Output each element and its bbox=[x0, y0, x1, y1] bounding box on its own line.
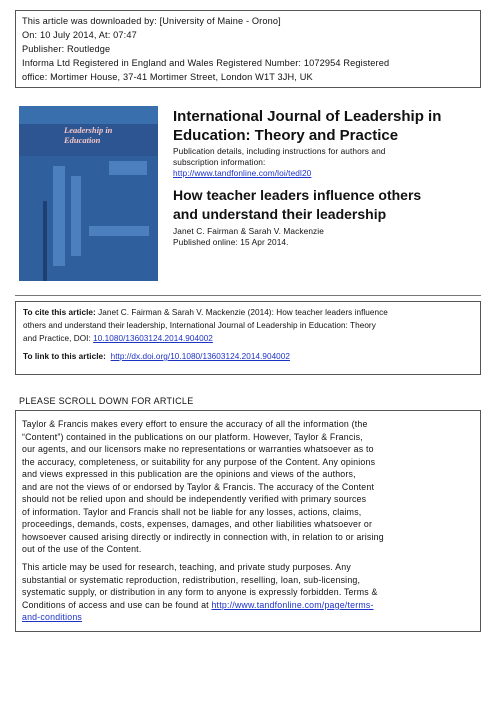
disclaimer-line: out of the use of the Content. bbox=[22, 544, 142, 554]
download-line-2: On: 10 July 2014, At: 07:47 bbox=[22, 30, 137, 40]
article-doi-url-link[interactable]: http://dx.doi.org/10.1080/13603124.2014.904002 bbox=[110, 352, 290, 361]
disclaimer-line: “Content”) contained in the publications on our platform. However, Taylor & Francis, bbox=[22, 431, 363, 442]
disclaimer-line: and views expressed in this publication are the opinions and views of the authors, bbox=[22, 469, 356, 479]
link-line: To link to this article: http://dx.doi.org/10.1080/13603124.2014.904002 bbox=[23, 352, 290, 361]
article-title: How teacher leaders influence others and understand their leadership bbox=[173, 187, 422, 222]
terms-line: substantial or systematic reproduction, redistribution, reselling, loan, sub-licensing, bbox=[22, 574, 361, 585]
publication-details: Publication details, including instructions for authors and bbox=[173, 146, 386, 156]
published-date: Published online: 15 Apr 2014. bbox=[173, 237, 289, 247]
disclaimer-line: and are not the views of or endorsed by Taylor & Francis. The accuracy of the Content bbox=[22, 481, 375, 492]
scroll-notice: PLEASE SCROLL DOWN FOR ARTICLE bbox=[19, 396, 194, 406]
cite-line-3: and Practice, DOI: 10.1080/13603124.2014.904002 bbox=[23, 334, 213, 343]
subscription-info: subscription information: bbox=[173, 157, 266, 167]
disclaimer-box bbox=[15, 410, 481, 632]
download-info-box bbox=[15, 10, 481, 88]
article-authors: Janet C. Fairman & Sarah V. Mackenzie bbox=[173, 226, 324, 236]
journal-url-link[interactable]: http://www.tandfonline.com/loi/tedl20 bbox=[173, 168, 312, 178]
terms-url-link[interactable]: http://www.tandfonline.com/page/terms- bbox=[211, 599, 374, 610]
disclaimer-line: howsoever caused arising directly or indirectly in connection with, in relation to or arising bbox=[22, 531, 384, 542]
disclaimer-line: of information. Taylor and Francis shall not be liable for any losses, actions, claims, bbox=[22, 506, 362, 517]
download-line-4: Informa Ltd Registered in England and Wales Registered Number: 1072954 Registered bbox=[22, 58, 390, 68]
disclaimer-line: the accuracy, completeness, or suitability for any purpose of the Content. Any opinions bbox=[22, 456, 376, 467]
download-line-5: office: Mortimer House, 37-41 Mortimer Street, London W1T 3JH, UK bbox=[22, 72, 313, 82]
cover-title: Leadership in Education bbox=[64, 125, 113, 145]
cite-line-1: To cite this article: Janet C. Fairman & Sarah V. Mackenzie (2014): How teacher leaders influence bbox=[23, 308, 388, 317]
citation-box bbox=[15, 301, 481, 375]
cite-line-2: others and understand their leadership, International Journal of Leadership in Education: Theory bbox=[23, 321, 376, 330]
disclaimer-line: Taylor & Francis makes every effort to ensure the accuracy of all the information (the bbox=[22, 419, 368, 429]
disclaimer-line: proceedings, demands, costs, expenses, damages, and other liabilities whatsoever or bbox=[22, 519, 373, 529]
disclaimer-line: should not be relied upon and should be independently verified with primary sources bbox=[22, 494, 367, 504]
terms-url-link-continued[interactable]: and-conditions bbox=[22, 612, 83, 622]
doi-link[interactable]: 10.1080/13603124.2014.904002 bbox=[93, 334, 213, 343]
terms-line: systematic supply, or distribution in any form to anyone is expressly forbidden. Terms & bbox=[22, 587, 378, 597]
disclaimer-line: our agents, and our licensors make no representations or warranties whatsoever as to bbox=[22, 444, 374, 454]
download-line-3: Publisher: Routledge bbox=[22, 44, 111, 54]
terms-line: This article may be used for research, teaching, and private study purposes. Any bbox=[22, 562, 351, 572]
download-line-1: This article was downloaded by: [University of Maine - Orono] bbox=[22, 16, 281, 26]
terms-line: Conditions of access and use can be found at http://www.tandfonline.com/page/terms- bbox=[22, 599, 374, 610]
journal-title: International Journal of Leadership in Education: Theory and Practice bbox=[173, 108, 442, 144]
divider bbox=[15, 295, 481, 296]
journal-cover-image bbox=[19, 106, 158, 281]
